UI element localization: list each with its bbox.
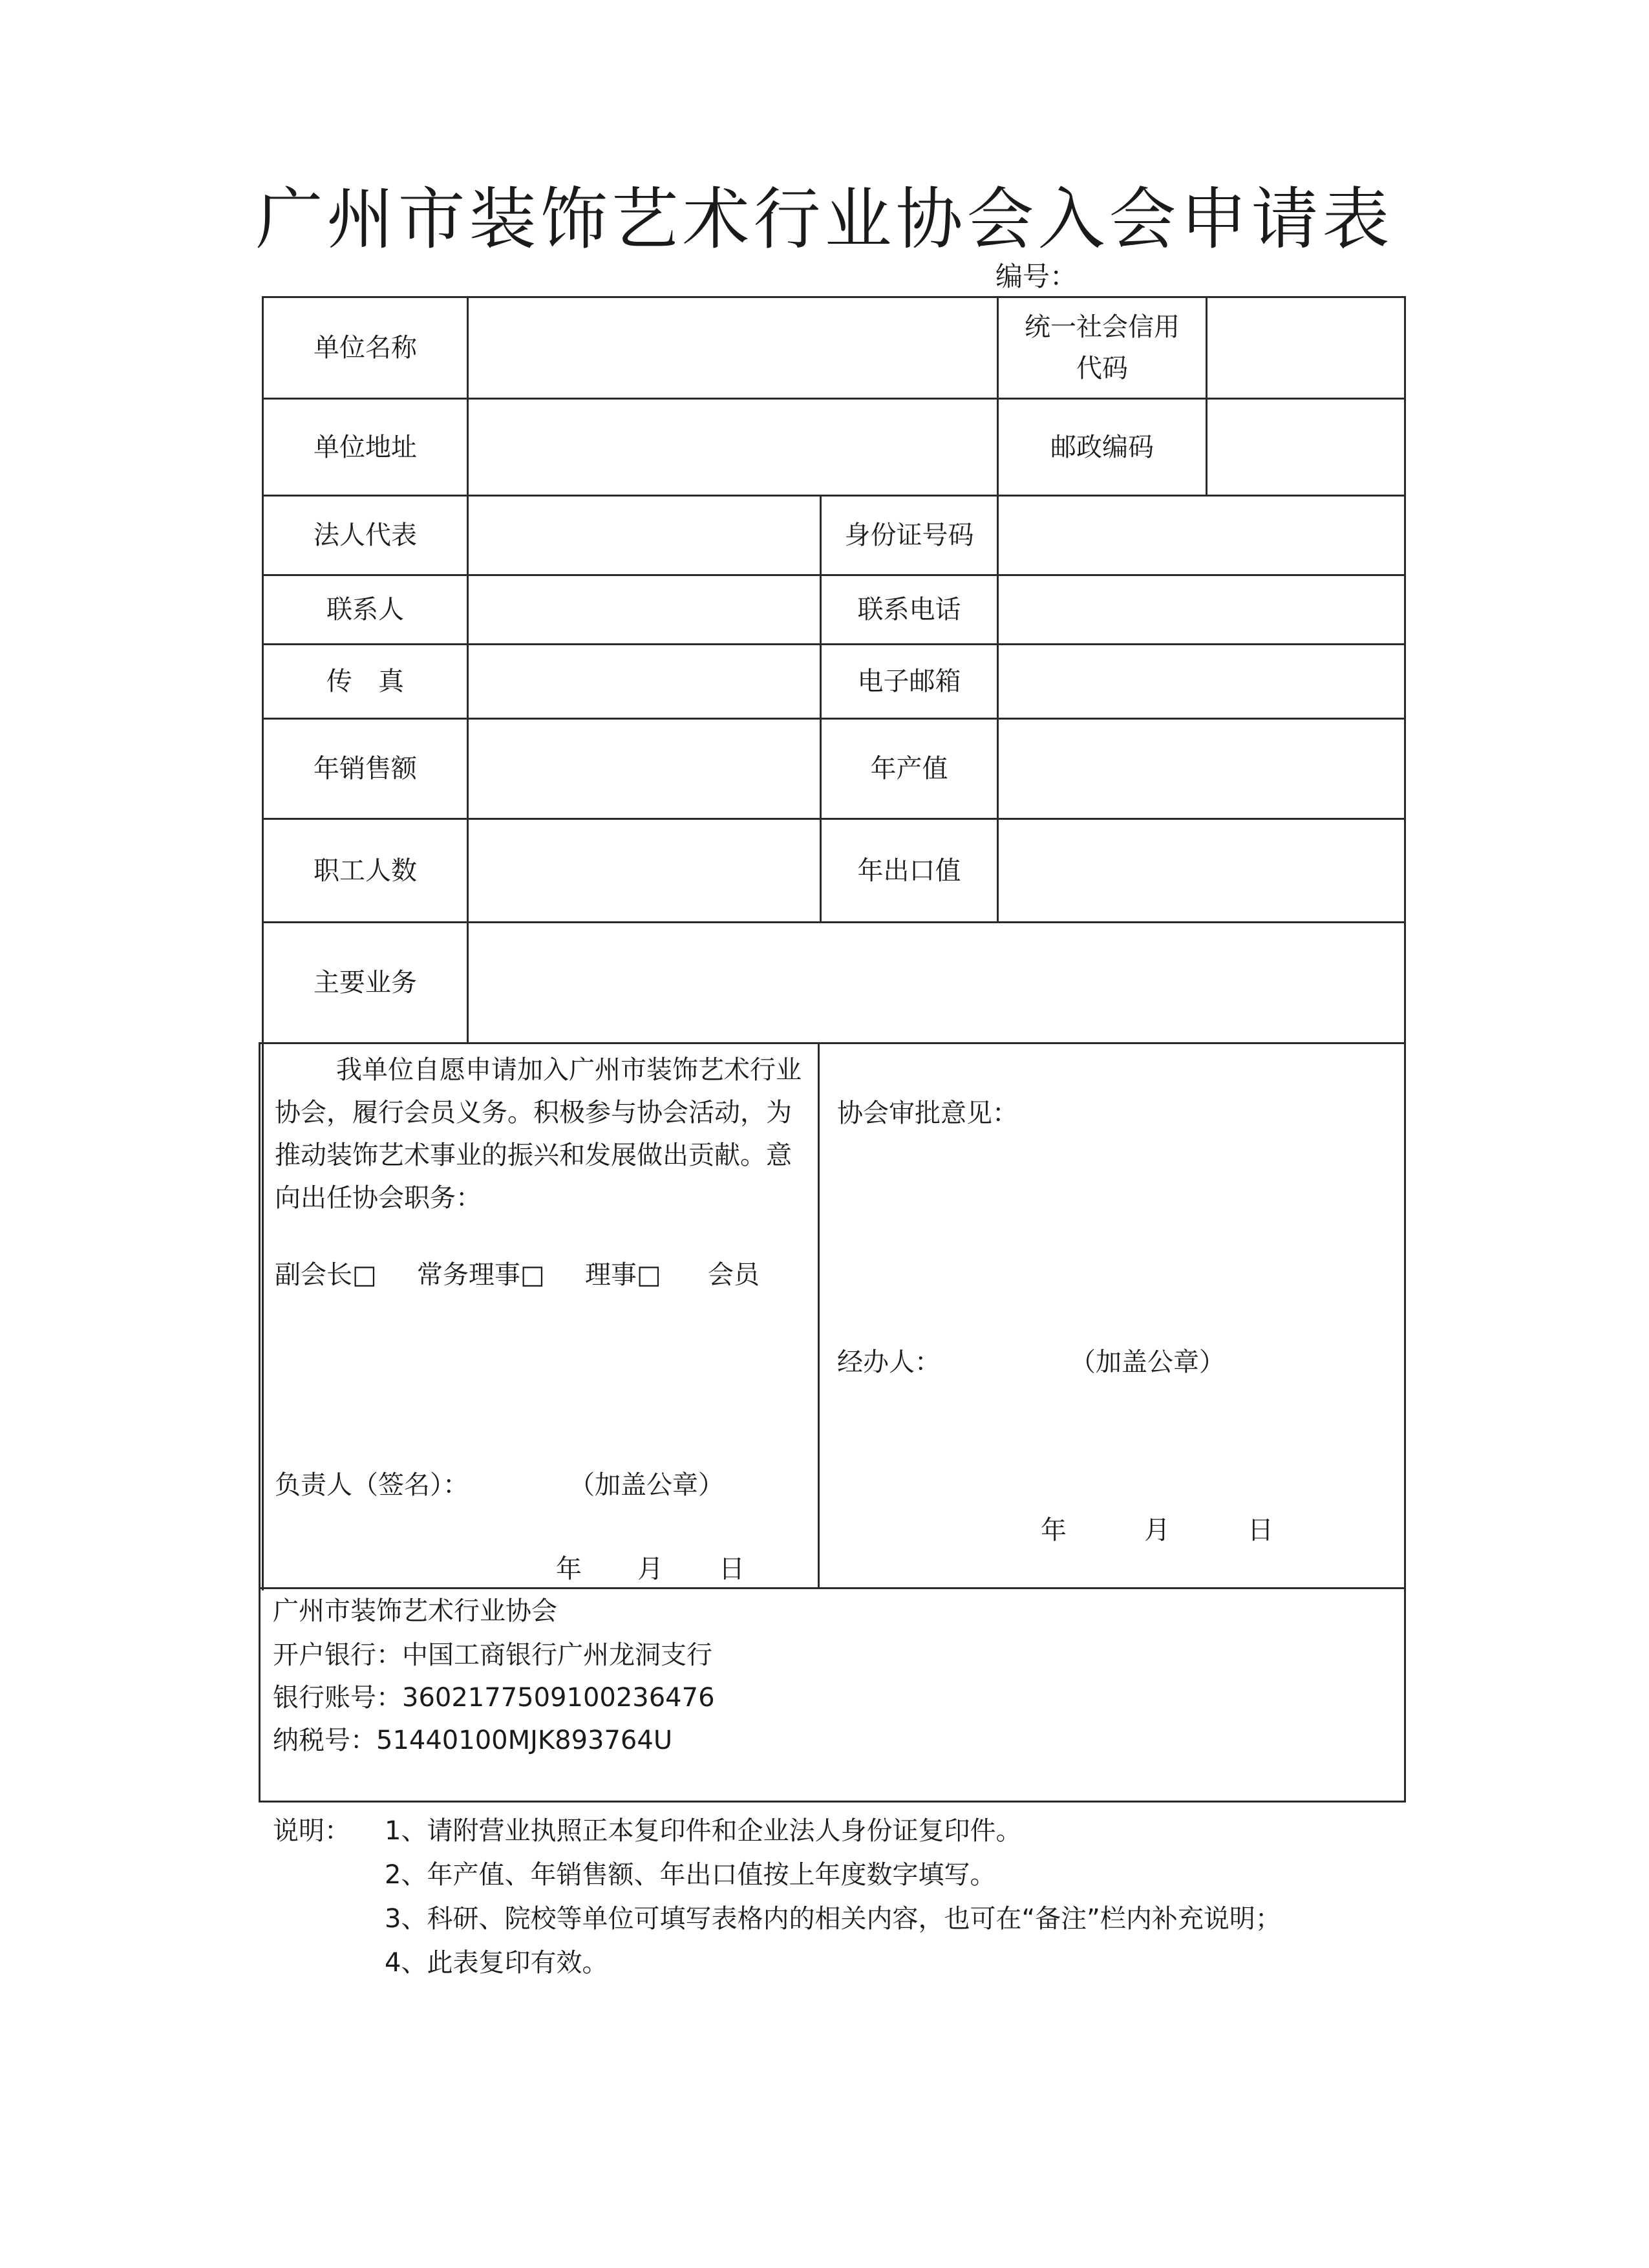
unit-name-field[interactable] bbox=[469, 298, 997, 398]
unit-address-field[interactable] bbox=[469, 400, 997, 495]
postal-code-label: 邮政编码 bbox=[1050, 432, 1154, 462]
note-item: 2、年产值、年销售额、年出口值按上年度数字填写。 bbox=[385, 1860, 996, 1890]
email-label: 电子邮箱 bbox=[857, 667, 961, 696]
approval-seal-note: （加盖公章） bbox=[1070, 1347, 1225, 1377]
signer-label: 负责人（签名）： bbox=[275, 1470, 469, 1500]
annual-output-field[interactable] bbox=[999, 720, 1404, 818]
application-statement: 我单位自愿申请加入广州市装饰艺术行业协会，履行会员义务。积极参与协会活动，为推动装饰艺术事业的振兴和发展做出贡献。意向出任协会职务： bbox=[275, 1055, 802, 1213]
contact-phone-field[interactable] bbox=[999, 576, 1404, 643]
contact-person-label: 联系人 bbox=[326, 595, 404, 625]
approval-opinion-label: 协会审批意见： bbox=[837, 1098, 1018, 1128]
note-item: 3、科研、院校等单位可填写表格内的相关内容，也可在“备注”栏内补充说明； bbox=[385, 1904, 1281, 1934]
legal-rep-field[interactable] bbox=[469, 497, 820, 574]
id-number-label: 身份证号码 bbox=[844, 520, 974, 550]
id-number-field[interactable] bbox=[999, 497, 1404, 574]
row-line bbox=[259, 1587, 1406, 1589]
postal-code-field[interactable] bbox=[1207, 400, 1404, 495]
annual-sales-field[interactable] bbox=[469, 720, 820, 818]
form-title: 广州市装饰艺术行业协会入会申请表 bbox=[255, 180, 1394, 259]
email-field[interactable] bbox=[999, 645, 1404, 718]
position-director[interactable]: 理事□ bbox=[585, 1260, 661, 1290]
bank-org-name: 广州市装饰艺术行业协会 bbox=[273, 1596, 557, 1626]
table-border-left-lower bbox=[259, 1044, 261, 1803]
position-member[interactable]: 会员 bbox=[708, 1260, 760, 1290]
notes-label: 说明： bbox=[273, 1816, 350, 1846]
contact-phone-label: 联系电话 bbox=[857, 595, 961, 625]
note-item: 4、此表复印有效。 bbox=[385, 1948, 608, 1978]
col-line bbox=[818, 1042, 820, 1587]
credit-code-field[interactable] bbox=[1207, 298, 1404, 398]
table-border-bottom bbox=[259, 1801, 1406, 1803]
annual-export-field[interactable] bbox=[999, 820, 1404, 921]
note-item: 1、请附营业执照正本复印件和企业法人身份证复印件。 bbox=[385, 1816, 1022, 1846]
row-line bbox=[259, 1042, 1406, 1044]
handler-label: 经办人： bbox=[837, 1347, 941, 1377]
position-vice-president[interactable]: 副会长□ bbox=[275, 1260, 377, 1290]
fax-field[interactable] bbox=[469, 645, 820, 718]
table-border-right bbox=[1404, 296, 1406, 1803]
employees-field[interactable] bbox=[469, 820, 820, 921]
main-business-label: 主要业务 bbox=[314, 968, 417, 998]
unit-address-label: 单位地址 bbox=[314, 432, 417, 462]
tax-id: 纳税号：51440100MJK893764U bbox=[273, 1726, 673, 1755]
bank-account: 银行账号：3602177509100236476 bbox=[273, 1683, 715, 1713]
approval-date: 年 月 日 bbox=[1041, 1515, 1273, 1545]
serial-number-label: 编号： bbox=[995, 261, 1078, 292]
bank-name: 开户银行：中国工商银行广州龙洞支行 bbox=[273, 1640, 712, 1670]
legal-rep-label: 法人代表 bbox=[314, 520, 417, 550]
applicant-seal-note: （加盖公章） bbox=[569, 1470, 724, 1500]
annual-sales-label: 年销售额 bbox=[314, 754, 417, 784]
unit-name-label: 单位名称 bbox=[314, 333, 417, 363]
fax-label: 传 真 bbox=[326, 667, 404, 696]
employees-label: 职工人数 bbox=[314, 855, 417, 886]
main-business-field[interactable] bbox=[469, 923, 1404, 1042]
applicant-date: 年 月 日 bbox=[556, 1554, 746, 1584]
annual-output-label: 年产值 bbox=[870, 754, 948, 784]
credit-code-label: 统一社会信用代码 bbox=[1025, 312, 1180, 383]
position-executive-director[interactable]: 常务理事□ bbox=[417, 1260, 545, 1290]
annual-export-label: 年出口值 bbox=[857, 855, 961, 886]
contact-person-field[interactable] bbox=[469, 576, 820, 643]
